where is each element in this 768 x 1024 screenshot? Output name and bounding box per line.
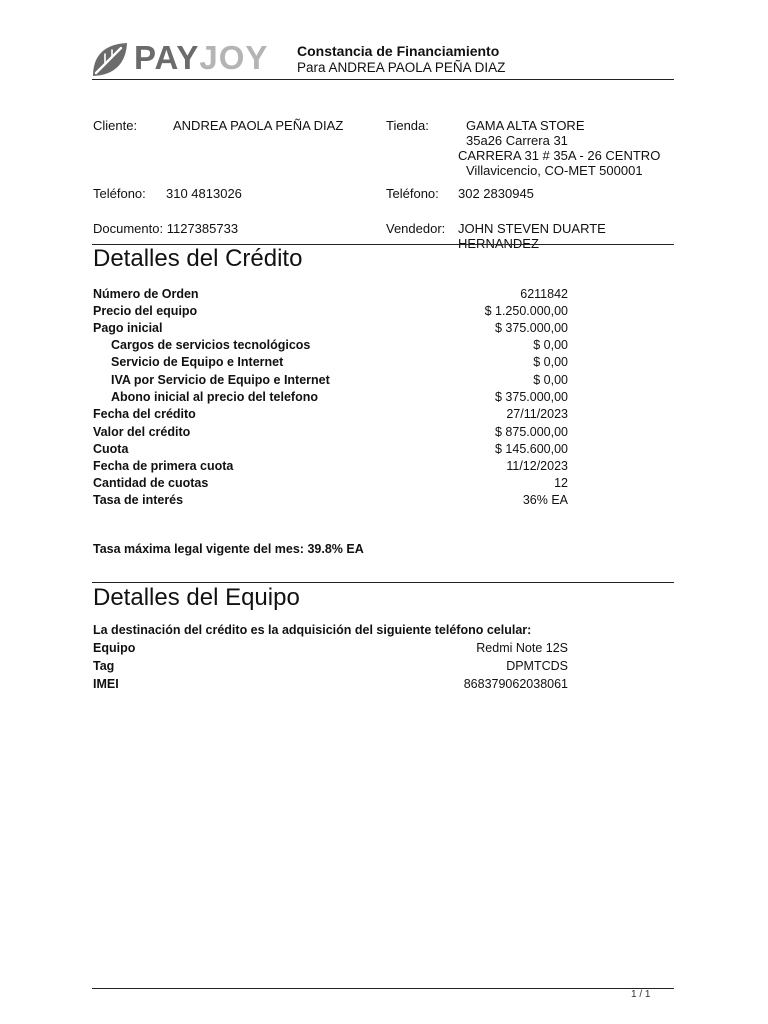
credit-row-service-vat	[93, 372, 568, 389]
row-value: 6211842	[520, 287, 568, 301]
seller-name-line: HERNANDEZ	[458, 236, 539, 251]
client-phone-label: Teléfono:	[93, 186, 146, 201]
client-phone: 310 4813026	[166, 186, 242, 201]
logo-wordmark	[134, 40, 268, 76]
row-value: $ 375.000,00	[495, 321, 568, 335]
row-label: Cantidad de cuotas	[93, 476, 209, 490]
seller-label: Vendedor:	[386, 221, 446, 236]
store-address-line: 35a26 Carrera 31	[466, 133, 568, 148]
store-label: Tienda:	[386, 118, 429, 133]
credit-row-order-number	[93, 286, 568, 303]
document-label: Documento:	[93, 221, 164, 236]
row-value: 36% EA	[522, 493, 568, 507]
credit-row-tech-charges	[93, 337, 568, 354]
credit-row-device-price	[93, 303, 568, 320]
client-document	[93, 221, 238, 237]
row-value: 27/11/2023	[506, 407, 568, 421]
payjoy-logo	[92, 39, 282, 78]
row-label: Tasa de interés	[93, 493, 184, 507]
device-row-imei	[93, 676, 568, 693]
row-label: Pago inicial	[93, 321, 163, 335]
row-value: $ 875.000,00	[495, 425, 568, 439]
seller-name-line: JOHN STEVEN DUARTE	[458, 221, 606, 236]
credit-row-initial-deposit	[93, 389, 568, 406]
credit-row-installment	[93, 441, 568, 458]
row-value: 868379062038061	[463, 677, 568, 691]
store-phone: 302 2830945	[458, 186, 534, 201]
row-value: 11/12/2023	[506, 459, 568, 473]
row-value: $ 0,00	[533, 338, 568, 352]
logo-joy-text: JOY	[199, 39, 269, 76]
credit-section-title: Detalles del Crédito	[93, 245, 303, 272]
store-city-line: Villavicencio, CO-MET 500001	[466, 163, 643, 178]
client-label: Cliente:	[93, 118, 138, 133]
page-number: 1 / 1	[631, 989, 651, 1000]
credit-row-first-installment-date	[93, 458, 568, 475]
credit-row-credit-date	[93, 406, 568, 423]
device-section-title: Detalles del Equipo	[93, 584, 300, 611]
credit-row-installment-count	[93, 475, 568, 492]
row-label: Servicio de Equipo e Internet	[111, 355, 284, 369]
row-value: $ 1.250.000,00	[484, 304, 568, 318]
document-subtitle: Para ANDREA PAOLA PEÑA DIAZ	[297, 60, 506, 75]
row-value: Redmi Note 12S	[476, 641, 568, 655]
row-label: IVA por Servicio de Equipo e Internet	[111, 373, 330, 387]
row-label: Precio del equipo	[93, 304, 198, 318]
header-divider	[92, 79, 674, 80]
store-name: GAMA ALTA STORE	[466, 118, 585, 133]
leaf-icon	[92, 42, 128, 78]
row-value: $ 0,00	[533, 355, 568, 369]
credit-row-down-payment	[93, 320, 568, 337]
store-address-line: CARRERA 31 # 35A - 26 CENTRO	[458, 148, 661, 163]
client-name: ANDREA PAOLA PEÑA DIAZ	[173, 118, 344, 133]
document-title: Constancia de Financiamiento	[297, 43, 500, 59]
credit-row-device-internet-service	[93, 354, 568, 371]
row-value: $ 375.000,00	[495, 390, 568, 404]
credit-row-credit-amount	[93, 424, 568, 441]
row-label: Abono inicial al precio del telefono	[111, 390, 318, 404]
credit-row-interest-rate	[93, 492, 568, 509]
row-value: $ 145.600,00	[495, 442, 568, 456]
row-value: DPMTCDS	[506, 659, 568, 673]
row-label: Fecha del crédito	[93, 407, 196, 421]
row-label: Equipo	[93, 641, 136, 655]
row-value: $ 0,00	[533, 373, 568, 387]
row-label: Fecha de primera cuota	[93, 459, 234, 473]
row-label: IMEI	[93, 677, 119, 691]
device-row-model	[93, 640, 568, 657]
device-intro-text: La destinación del crédito es la adquisición del siguiente teléfono celular:	[93, 623, 532, 637]
row-label: Tag	[93, 659, 115, 673]
row-value: 12	[554, 476, 568, 490]
device-section-divider	[92, 582, 674, 583]
footer-divider	[92, 988, 674, 989]
max-legal-rate-note: Tasa máxima legal vigente del mes: 39.8% EA	[93, 542, 364, 556]
row-label: Cuota	[93, 442, 129, 456]
store-phone-label: Teléfono:	[386, 186, 439, 201]
device-row-tag	[93, 658, 568, 675]
row-label: Cargos de servicios tecnológicos	[111, 338, 311, 352]
logo-pay-text: PAY	[134, 39, 200, 76]
row-label: Número de Orden	[93, 287, 199, 301]
document-number: 1127385733	[166, 221, 239, 236]
row-label: Valor del crédito	[93, 425, 191, 439]
